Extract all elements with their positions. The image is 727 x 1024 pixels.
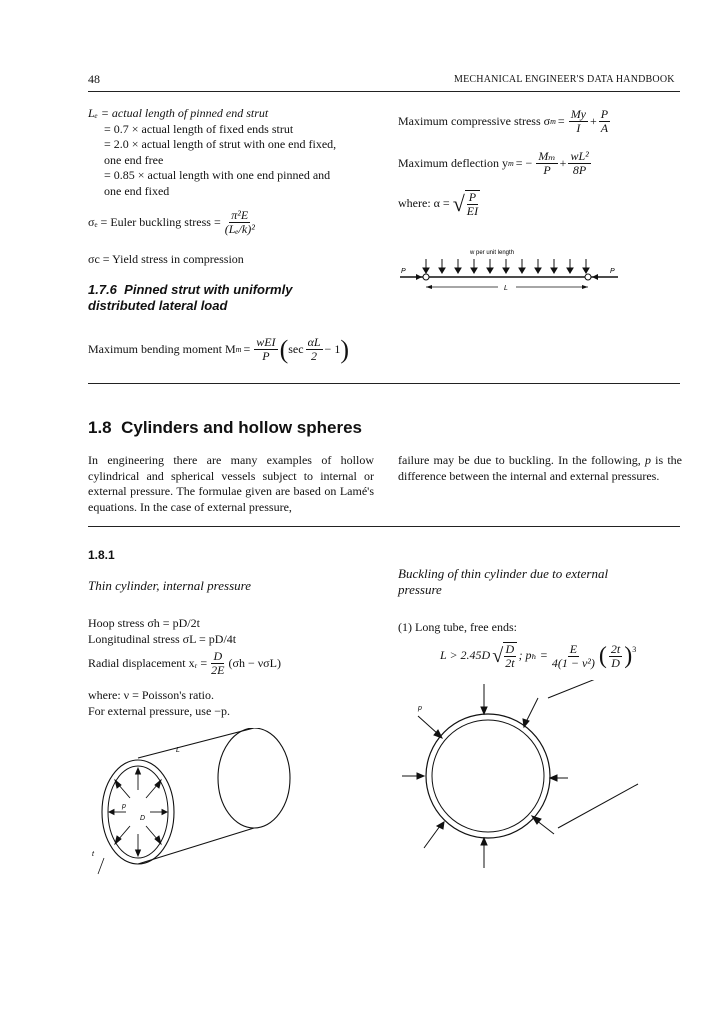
buckling-item-1: (1) Long tube, free ends: [398,620,517,634]
radial-tail: (σh − νσL) [228,655,281,670]
cylinder-t-label: t [92,851,94,858]
section-18-title: Cylinders and hollow spheres [121,418,362,437]
eq-r-den: D [611,655,620,670]
buckling-subtitle-2: pressure [398,582,442,597]
bm-tail: − 1 [324,341,341,356]
section-176-title-1: Pinned strut with uniformly [124,282,293,297]
radial-label: Radial displacement xᵣ = [88,655,208,670]
sqrt-icon: √ [452,191,465,216]
cylinder-l-label: L [176,747,180,754]
intro-left-paragraph: In engineering there are many examples of hollow cylindrical and spherical vessels subject to internal or external pressure. The formulae given are based on Lamé's equations. In the case of external pressure, [88,453,374,514]
defl-label: Maximum deflection y [398,155,508,170]
eq-sqrt-den: 2t [505,656,515,670]
defl-sub: m [507,158,514,168]
thin-cylinder-figure [86,728,316,878]
buckling-equation [440,642,636,670]
intro-right-part-1: failure may be due to buckling. In the following, [398,453,641,467]
header-rule [88,91,680,92]
load-arrows [423,259,589,273]
eq-lhs: L > 2.45D [440,648,491,663]
longitudinal-stress: Longitudinal stress σL = pD/4t [88,632,237,646]
section-181-subtitle: Thin cylinder, internal pressure [88,578,251,593]
eq-f-den: 4(1 − ν²) [551,655,595,670]
eq-paren-close: ) [624,643,633,669]
eq-ratio-fraction [609,643,622,670]
defl-f1-den: P [543,163,551,177]
eq-paren-open: ( [598,643,607,669]
running-title: MECHANICAL ENGINEER'S DATA HANDBOOK [454,74,675,85]
bm-eq: = [243,341,251,356]
cylinder-p-label: p [122,803,126,810]
comp-sub: m [550,116,556,126]
section-18-heading [88,418,362,438]
bm-sec-fraction [306,336,323,363]
dim-arrow-left-icon [426,285,432,289]
defl-f1-num: Mₘ [538,149,556,163]
ring-buckling-svg [398,680,658,870]
alpha-fraction [465,190,480,218]
eq-pb: ; pₕ = [518,648,548,663]
le-line-4: one end free [104,152,164,167]
bm-frac-den: P [262,349,270,363]
comp-frac-2 [599,108,610,135]
bending-moment-equation [88,336,349,363]
sqrt-icon-2: √ [492,645,504,667]
section-18-number: 1.8 [88,418,112,437]
radial-displacement-equation [88,650,281,677]
euler-denominator: (Lₑ/k)² [224,222,255,236]
le-line-5: = 0.85 × actual length with one end pinned and [104,168,331,182]
pressure-arrows [109,768,167,856]
bm-paren-close: ) [340,334,349,364]
where-label: where: α = [398,196,450,211]
right-pin-icon [585,274,591,280]
bm-sec-num: αL [307,335,321,349]
p-right-label: P [610,268,615,275]
bm-fraction [254,336,277,363]
bm-sec-den: 2 [311,349,318,363]
cylinder-d-label: D [140,815,146,822]
strut-diagram-svg [398,244,620,304]
euler-fraction [223,209,257,236]
comp-f1-den: I [576,121,581,135]
eq-e-fraction [550,643,597,670]
alpha-num: P [468,190,477,204]
euler-label: σₑ = Euler buckling stress = [88,214,221,229]
intro-right-part-2: is the difference between the internal and external pressures. [398,453,682,483]
radial-fraction [209,650,226,677]
section-176-heading [88,282,292,314]
section-181-number: 1.8.1 [88,548,115,562]
section-rule-1 [88,383,680,384]
intro-right-p: p [644,453,651,467]
p-left-label: P [401,268,406,275]
dim-arrow-right-icon [582,285,588,289]
ring-p-label: p [418,705,422,712]
euler-equation [88,209,259,236]
comp-f2-den: A [600,121,609,135]
thin-cylinder-svg [86,728,316,878]
le-line-1: Lₑ = actual length of pinned end strut [88,106,269,120]
external-pressure-note: For external pressure, use −p. [88,704,231,718]
comp-f1-num: My [570,107,587,121]
deflection-equation: Maximum deflection y m = − $\frac{\text{Mₘ}}{P}$ + $\frac{\text{wL²}}{8P}$ [398,149,589,177]
le-definition [88,106,368,199]
strut-load-label: w per unit length [470,250,515,256]
left-pin-icon [423,274,429,280]
section-176-title-2: distributed lateral load [88,298,228,313]
section-176-number: 1.7.6 [88,282,117,297]
eq-f-num: E [569,641,578,656]
bm-sub: m [235,344,242,354]
eq-sqrt-num: D [505,642,515,656]
euler-numerator: π²E [231,208,249,222]
eq-cube: 3 [632,645,637,654]
eq-sqrt-fraction [503,642,516,670]
right-force-arrow-icon [592,274,598,280]
ring-buckling-figure [398,680,658,870]
comp-f2-num: P [600,107,609,121]
defl-frac-2 [568,150,590,177]
bm-label: Maximum bending moment M [88,341,236,356]
ring-outer [426,714,550,838]
poisson-definition: where: ν = Poisson's ratio. [88,688,215,702]
radial-num: D [213,649,223,663]
comp-label: Maximum compressive stress σ [398,113,551,128]
alpha-den: EI [466,204,479,218]
section-rule-2 [88,526,680,527]
bm-sec: sec [288,341,304,356]
compressive-stress-equation: Maximum compressive stress σ m = $\frac{My}{I}$ + $\frac{P}{A}$ [398,107,609,135]
yield-line: σc = Yield stress in compression [88,252,244,266]
le-line-2: = 0.7 × actual length of fixed ends strut [104,121,294,136]
intro-right-paragraph [398,453,682,484]
alpha-definition [398,190,482,218]
buckling-subtitle-1: Buckling of thin cylinder due to external [398,566,609,581]
defl-f2-num: wL² [570,149,589,163]
left-force-arrow-icon [416,274,422,280]
le-line-6: one end fixed [104,183,170,198]
bm-paren-open: ( [279,334,289,364]
comp-frac-1 [569,108,588,135]
external-pressure-arrows [402,684,568,868]
cylinder-far-end [218,728,290,828]
page-number: 48 [88,72,100,86]
ring-inner [432,720,544,832]
buckling-subtitle [398,566,608,598]
hoop-stress: Hoop stress σh = pD/2t [88,616,200,630]
radial-den: 2E [211,663,225,677]
strut-diagram [398,244,620,304]
defl-frac-1 [536,150,557,177]
le-line-3: = 2.0 × actual length of strut with one end fixed, [104,137,337,151]
length-label: L [504,285,508,292]
bm-frac-num: wEI [256,335,276,349]
eq-r-num: 2t [610,641,621,656]
defl-f2-den: 8P [572,163,587,177]
